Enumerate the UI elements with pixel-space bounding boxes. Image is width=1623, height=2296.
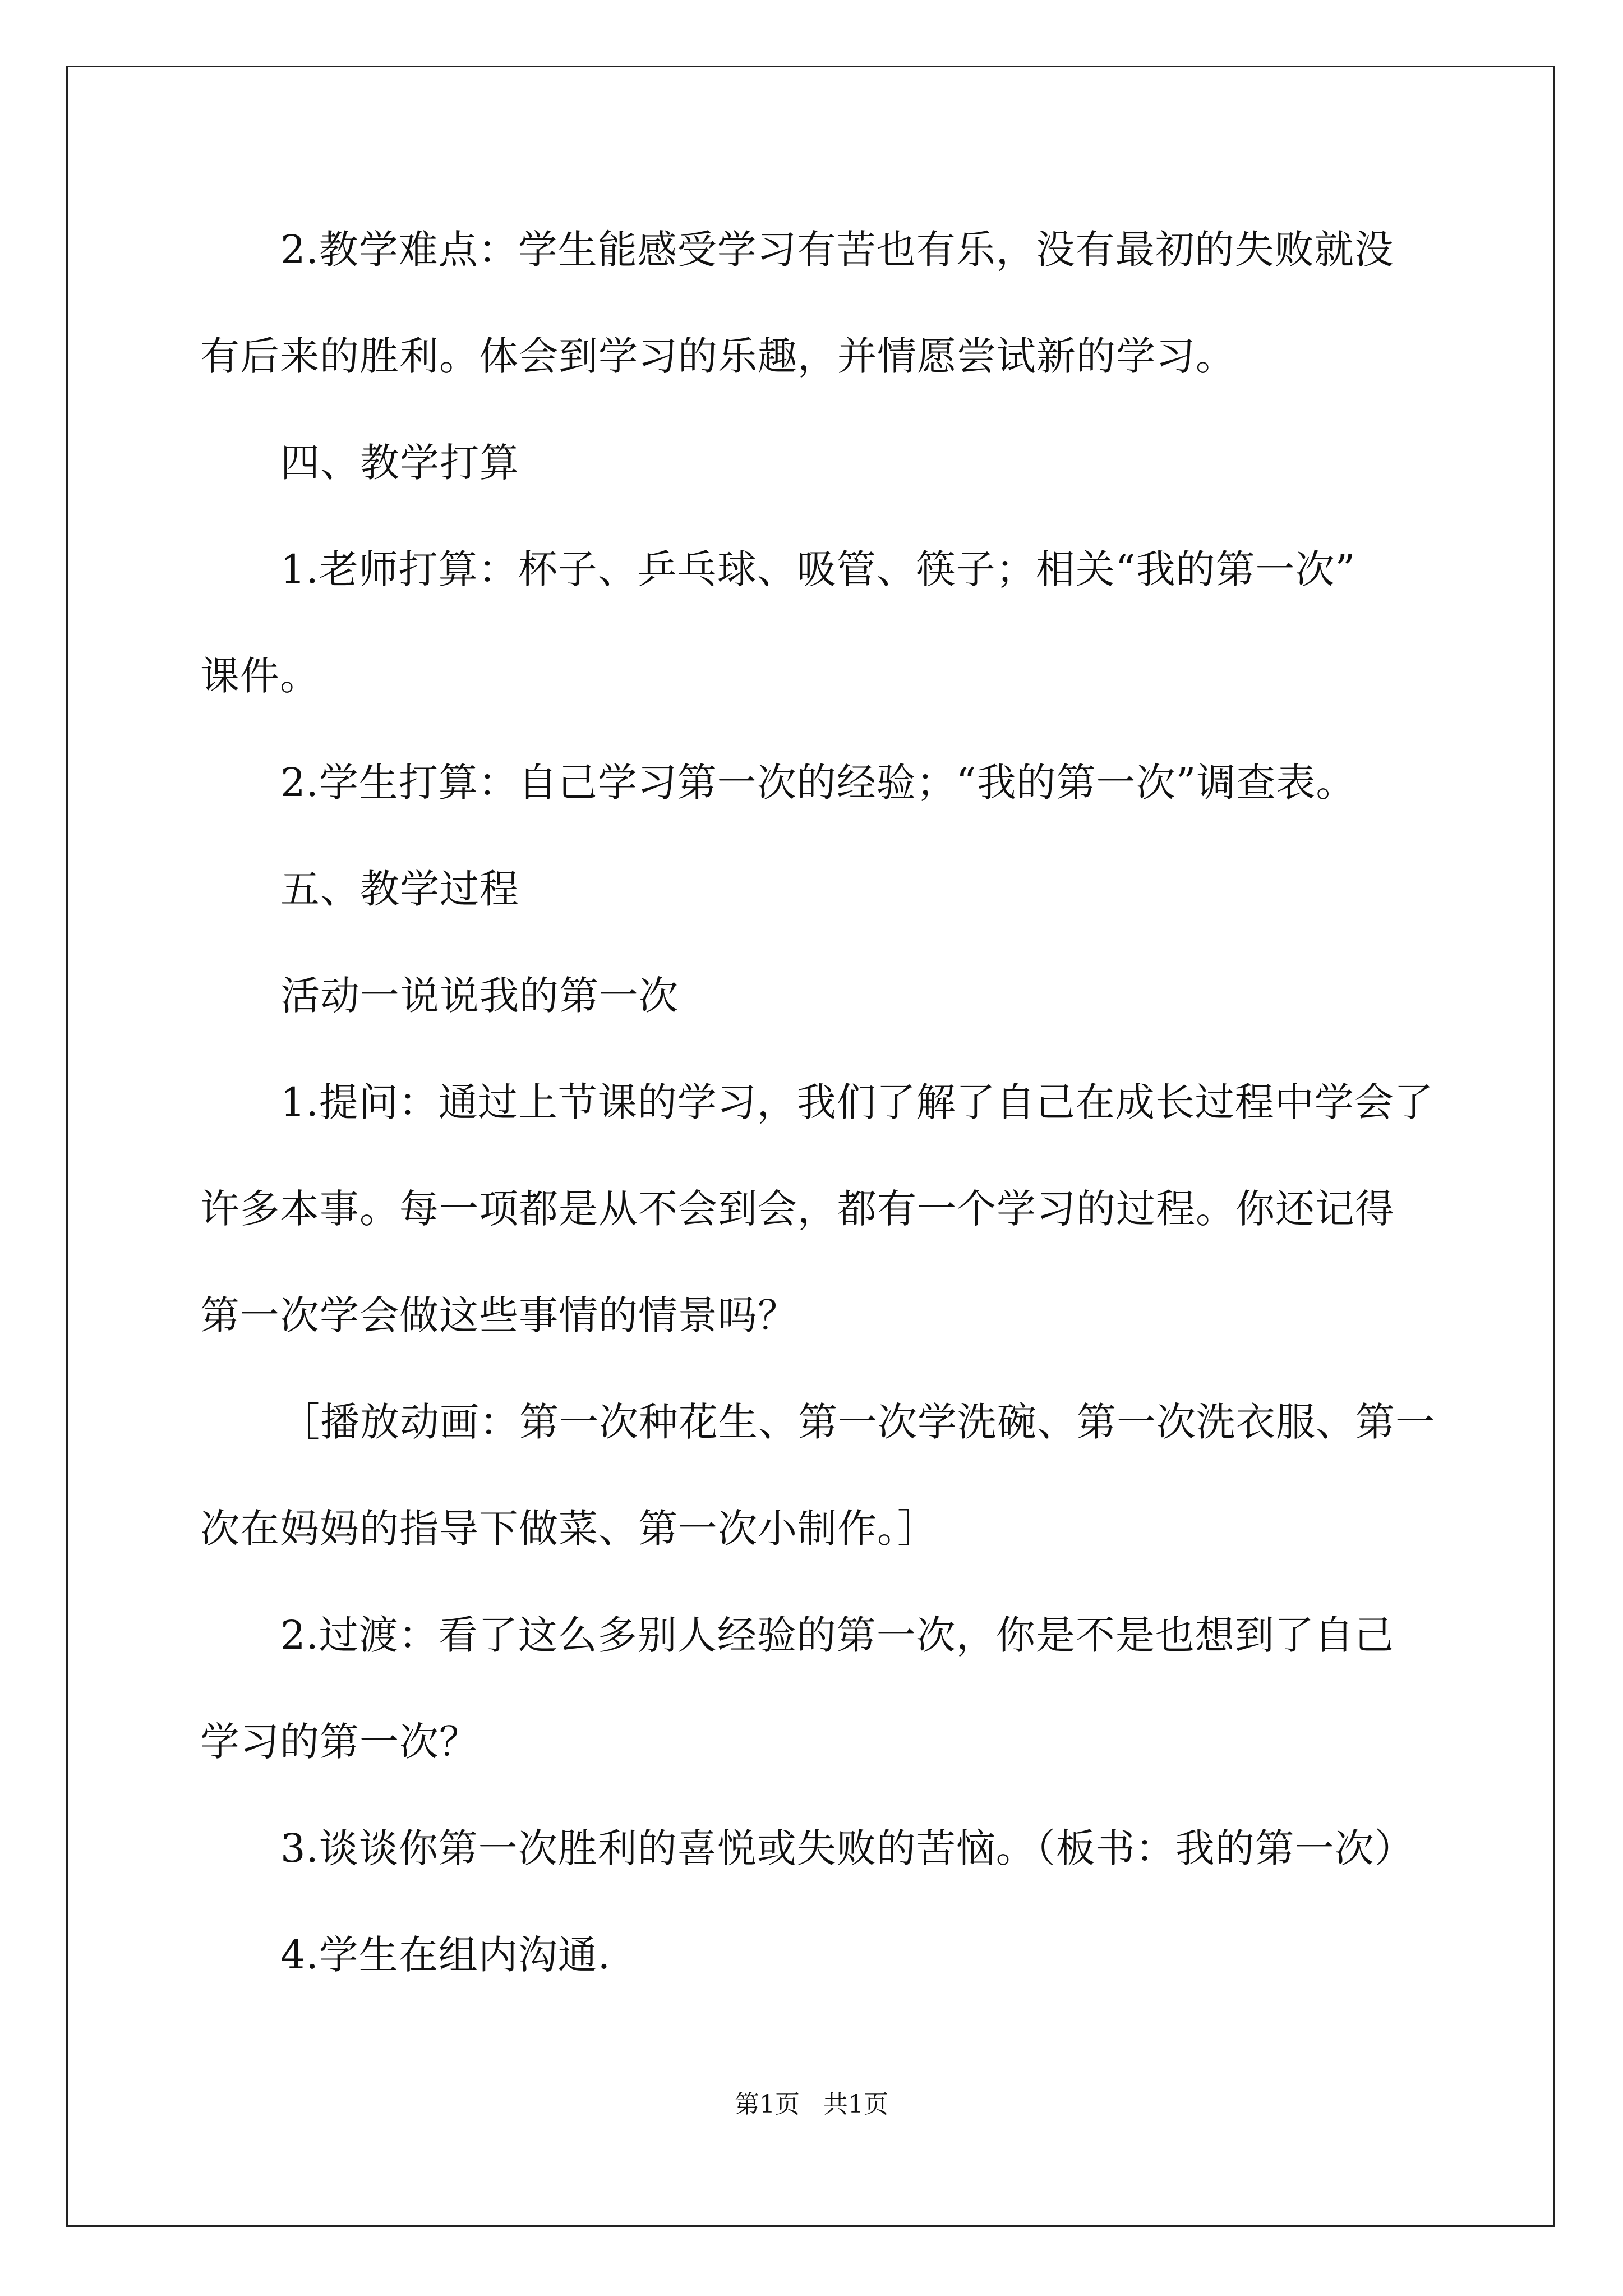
text-line: 第一次学会做这些事情的情景吗？ <box>200 1292 797 1338</box>
text-line: 学习的第一次？ <box>200 1719 479 1765</box>
text-line: 课件。 <box>200 653 320 699</box>
text-line: 4.学生在组内沟通. <box>280 1932 611 1978</box>
text-line: 2.教学难点：学生能感受学习有苦也有乐，没有最初的失败就没 <box>280 227 1394 273</box>
text-line: 1.提问：通过上节课的学习，我们了解了自己在成长过程中学会了 <box>280 1079 1434 1125</box>
text-line: 1.老师打算：杯子、乒乓球、吸管、筷子；相关“我的第一次” <box>280 546 1356 592</box>
page-border <box>66 66 1555 2227</box>
text-line: 3.谈谈你第一次胜利的喜悦或失败的苦恼。（板书：我的第一次） <box>280 1825 1414 1871</box>
text-line: ［播放动画：第一次种花生、第一次学洗碗、第一次洗衣服、第一 <box>280 1399 1435 1445</box>
text-line: 2.学生打算：自己学习第一次的经验；“我的第一次”调查表。 <box>280 760 1356 806</box>
text-line: 次在妈妈的指导下做菜、第一次小制作。］ <box>200 1506 937 1552</box>
section-heading: 四、教学打算 <box>280 440 519 486</box>
text-line: 许多本事。每一项都是从不会到会，都有一个学习的过程。你还记得 <box>200 1186 1395 1232</box>
text-line: 有后来的胜利。体会到学习的乐趣，并情愿尝试新的学习。 <box>200 333 1235 379</box>
text-line: 2.过渡：看了这么多别人经验的第一次，你是不是也想到了自己 <box>280 1612 1394 1658</box>
section-heading: 五、教学过程 <box>280 866 519 912</box>
activity-heading: 活动一说说我的第一次 <box>280 973 679 1019</box>
page-footer: 第1页 共1页 <box>735 2090 888 2119</box>
